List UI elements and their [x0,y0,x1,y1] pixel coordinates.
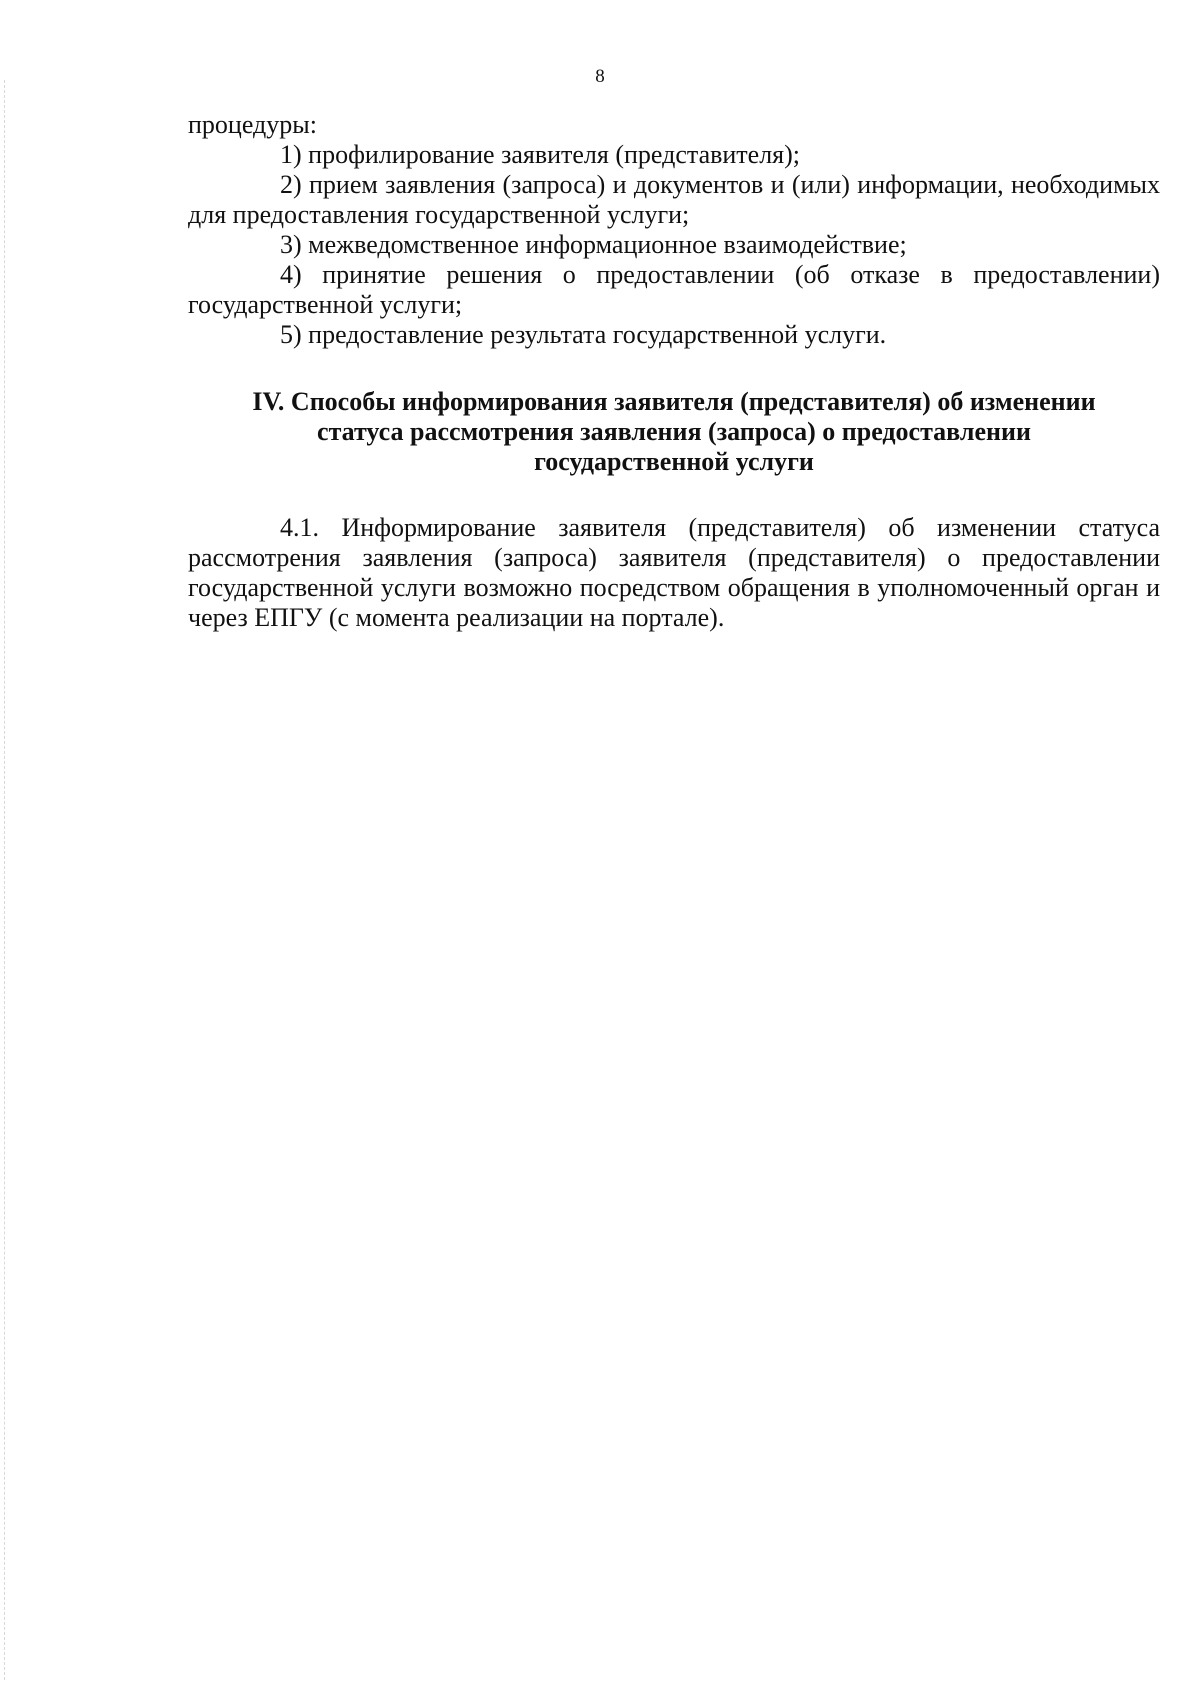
list-item-2: 2) прием заявления (запроса) и документов и (или) информации, необходимых для предоставления государственной услуги; [188,170,1160,229]
scan-edge-artifact [4,80,6,1680]
section-heading-line-3: государственной услуги [534,447,814,476]
page-number: 8 [595,66,605,87]
section-body [188,513,1160,633]
section-heading-line-2: статуса рассмотрения заявления (запроса) о предоставлении [317,417,1031,446]
section-heading [188,387,1160,477]
list-item-5: 5) предоставление результата государственной услуги. [280,320,887,349]
section-paragraph-4-1: 4.1. Информирование заявителя (представителя) об изменении статуса рассмотрения заявления (запроса) заявителя (представителя) о предоставлении государственной услуги возможно посредством обращения в уполномоченный орган и через ЕПГУ (с момента реализации на портале). [188,513,1160,632]
document-body [188,110,1160,633]
list-item-1: 1) профилирование заявителя (представителя); [280,140,801,169]
list-intro: процедуры: [188,110,317,139]
list-item-4: 4) принятие решения о предоставлении (об отказе в предоставлении) государственной услуги; [188,260,1160,319]
list-item-3: 3) межведомственное информационное взаимодействие; [280,230,907,259]
section-heading-line-1: IV. Способы информирования заявителя (представителя) об изменении [252,387,1096,416]
